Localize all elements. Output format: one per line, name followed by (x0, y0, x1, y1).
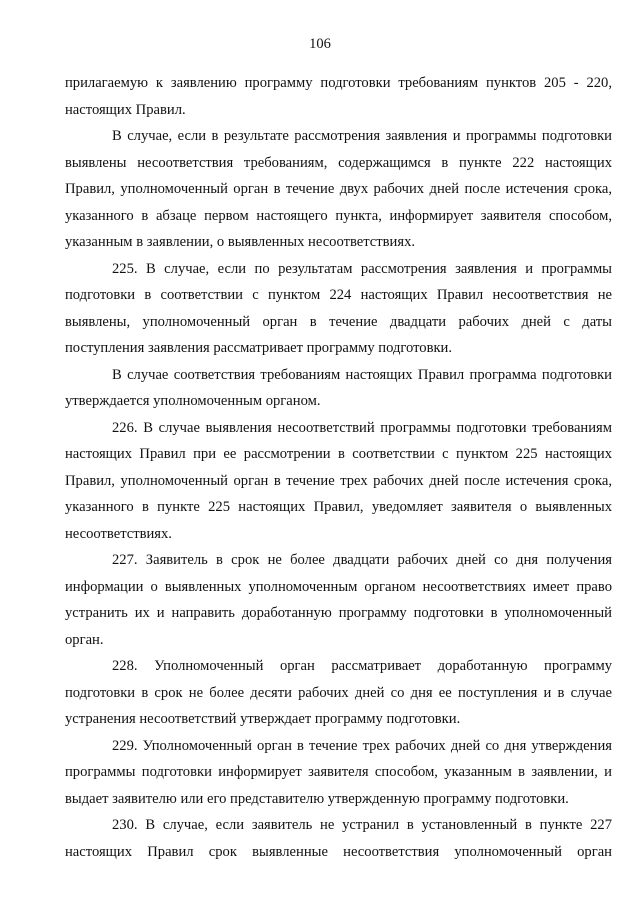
paragraph-nonconformity-notice: В случае, если в результате рассмотрения заявления и программы подготовки выявлены несоответствия требованиям, содержащимся в пункте 222 настоящих Правил, уполномоченный орган в течение двух рабочих дней после истечения срока, указанного в абзаце первом настоящего пункта, информирует заявителя способом, указанным в заявлении, о выявленных несоответствиях. (65, 128, 612, 250)
page-number: 106 (309, 36, 331, 52)
paragraph-225: 225. В случае, если по результатам рассмотрения заявления и программы подготовки в соответствии с пунктом 224 настоящих Правил несоответствия не выявлены, уполномоченный орган в течение двадцати рабочих дней с даты поступления заявления рассматривает программу подготовки. (65, 260, 612, 356)
paragraph-approval: В случае соответствия требованиям настоящих Правил программа подготовки утверждается уполномоченным органом. (65, 366, 612, 409)
paragraph-230: 230. В случае, если заявитель не устранил в установленный в пункте 227 настоящих Правил срок выявленные несоответствия уполномоченный орган (65, 817, 612, 860)
paragraph-226: 226. В случае выявления несоответствий программы подготовки требованиям настоящих Правил при ее рассмотрении в соответствии с пунктом 225 настоящих Правил, уполномоченный орган в течение трех рабочих дней после истечения срока, указанного в пункте 225 настоящих Правил, уведомляет заявителя о выявленных несоответствиях. (65, 419, 612, 542)
paragraph-229: 229. Уполномоченный орган в течение трех рабочих дней со дня утверждения программы подготовки информирует заявителя способом, указанным в заявлении, и выдает заявителю или его представителю утвержденную программу подготовки. (65, 737, 612, 807)
paragraph-227: 227. Заявитель в срок не более двадцати рабочих дней со дня получения информации о выявленных уполномоченным органом несоответствиях имеет право устранить их и направить доработанную программу подготовки в уполномоченный орган. (65, 552, 612, 648)
paragraph-continuation: прилагаемую к заявлению программу подготовки требованиям пунктов 205 - 220, настоящих Правил. (65, 75, 612, 118)
document-body (65, 70, 612, 865)
paragraph-228: 228. Уполномоченный орган рассматривает доработанную программу подготовки в срок не более десяти рабочих дней со дня ее поступления и в случае устранения несоответствий утверждает программу подготовки. (65, 658, 612, 727)
